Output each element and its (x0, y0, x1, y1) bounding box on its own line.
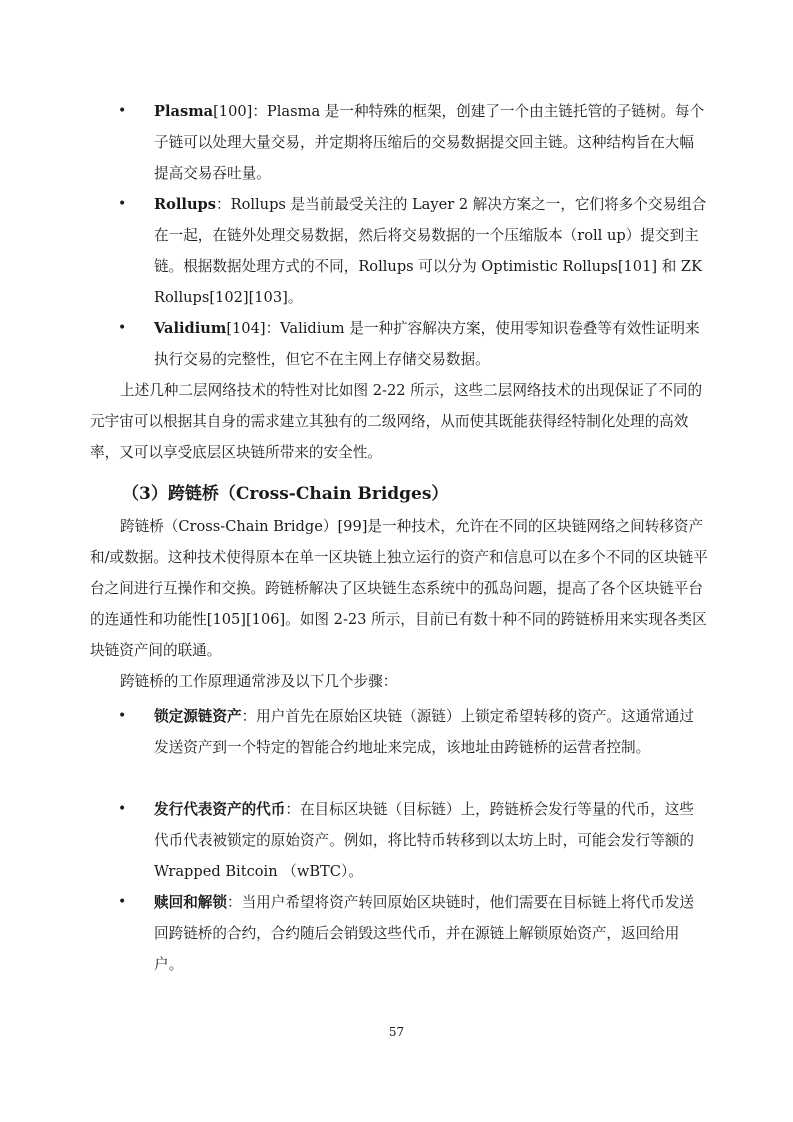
bullet-icon: • (118, 801, 127, 817)
bullet-text: [100]：Plasma 是一种特殊的框架，创建了一个由主链托管的子链树。每个子链可以处理大量交易，并定期将压缩后的交易数据提交回主链。这种结构旨在大幅提高交易吞吐量。 (154, 103, 705, 182)
paragraph-steps: 跨链桥的工作原理通常涉及以下几个步骤： (120, 673, 398, 690)
bullet-icon: • (118, 103, 127, 119)
bullet-body (154, 794, 708, 887)
bullet-term: 赎回和解锁 (154, 894, 227, 911)
bullet-body (154, 887, 708, 980)
bullet-text: ：当用户希望将资产转回原始区块链时，他们需要在目标链上将代币发送回跨链桥的合约，合约随后会销毁这些代币，并在源链上解锁原始资产，返回给用户。 (154, 894, 694, 973)
bullet-body (154, 701, 708, 763)
bullet-icon: • (118, 196, 127, 212)
bullet-icon: • (118, 708, 127, 724)
bullet-text: ：Rollups 是当前最受关注的 Layer 2 解决方案之一，它们将多个交易组合在一起，在链外处理交易数据，然后将交易数据的一个压缩版本（roll up）提交到主链。根据数据处理方式的不同，Rollups 可以分为 Optimistic Rollups[101] 和 ZK Rollups[102][103]。 (154, 196, 707, 306)
bullet-body (154, 189, 708, 313)
bullet-item-validium (118, 313, 708, 375)
page-number: 57 (388, 1025, 405, 1039)
bullet-icon: • (118, 894, 127, 910)
bullet-item-lock (118, 701, 708, 763)
section-heading: （3）跨链桥（Cross-Chain Bridges） (122, 484, 449, 504)
bullet-text: [104]：Validium 是一种扩容解决方案，使用零知识卷叠等有效性证明来执行交易的完整性，但它不在主网上存储交易数据。 (154, 320, 700, 368)
bullet-term: Plasma (154, 103, 214, 120)
bullet-item-plasma (118, 96, 708, 189)
bullet-term: 锁定源链资产 (154, 708, 242, 725)
bullet-body (154, 96, 708, 189)
bullet-text: ：用户首先在原始区块链（源链）上锁定希望转移的资产。这通常通过发送资产到一个特定的智能合约地址来完成，该地址由跨链桥的运营者控制。 (154, 708, 694, 756)
bullet-item-rollups (118, 189, 708, 313)
paragraph-intro: 跨链桥（Cross-Chain Bridge）[99]是一种技术，允许在不同的区块链网络之间转移资产和/或数据。这种技术使得原本在单一区块链上独立运行的资产和信息可以在多个不同的区块链平台之间进行互操作和交换。跨链桥解决了区块链生态系统中的孤岛问题，提高了各个区块链平台的连通性和功能性[105][106]。如图 2-23 所示，目前已有数十种不同的跨链桥用来实现各类区块链资产间的联通。 (90, 518, 708, 659)
bullet-icon: • (118, 320, 127, 336)
bullet-item-mint (118, 794, 708, 887)
paragraph-summary: 上述几种二层网络技术的特性对比如图 2-22 所示，这些二层网络技术的出现保证了不同的元宇宙可以根据其自身的需求建立其独有的二级网络，从而使其既能获得经特制化处理的高效率，又可以享受底层区块链所带来的安全性。 (90, 382, 703, 461)
bullet-term: Rollups (154, 196, 216, 213)
bullet-body (154, 313, 708, 375)
bullet-term: 发行代表资产的代币 (154, 801, 286, 818)
bullet-term: Validium (154, 320, 227, 337)
bullet-text: ：在目标区块链（目标链）上，跨链桥会发行等量的代币，这些代币代表被锁定的原始资产。例如，将比特币转移到以太坊上时，可能会发行等额的 Wrapped Bitcoin （wBTC）。 (154, 801, 694, 880)
bullet-item-redeem (118, 887, 708, 980)
